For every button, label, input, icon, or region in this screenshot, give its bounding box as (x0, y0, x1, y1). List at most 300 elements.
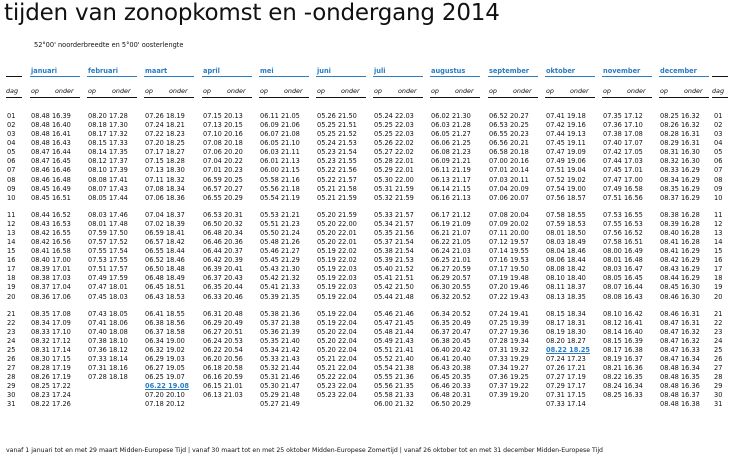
time-cell: 05.58 21.33 (374, 391, 414, 400)
header-rule (373, 97, 423, 98)
day-number: 18 (7, 274, 16, 283)
time-cell: 07.36 18.12 (88, 345, 128, 354)
op-label: op (431, 87, 439, 95)
time-cell: 08.47 16.44 (31, 148, 71, 157)
time-cell: 05.33 21.57 (374, 210, 414, 219)
month-header: januari (31, 67, 58, 75)
time-cell: 05.20 22.04 (317, 345, 357, 354)
time-cell: 07.02 18.39 (145, 219, 185, 228)
time-cell: 07.53 17.55 (88, 256, 128, 265)
day-number: 11 (714, 210, 723, 219)
time-cell: 08.31 17.14 (31, 345, 71, 354)
time-cell: 06.25 19.07 (145, 373, 185, 382)
time-cell: 06.25 21.01 (431, 256, 471, 265)
time-cell: 08.15 16.39 (603, 336, 643, 345)
time-cell: 05.51 21.23 (260, 219, 300, 228)
month-header: december (660, 67, 697, 75)
time-cell: 06.16 20.59 (203, 373, 243, 382)
time-cell: 07.47 18.01 (88, 283, 128, 292)
day-number: 24 (7, 336, 16, 345)
time-cell: 08.40 16.28 (660, 228, 700, 237)
time-cell: 08.48 16.41 (31, 130, 71, 139)
subtitle: 52°00' noorderbreedte en 5°00' oosterlengte (34, 41, 184, 49)
time-cell: 08.08 16.43 (603, 292, 643, 301)
time-cell: 05.29 21.48 (260, 391, 300, 400)
time-cell: 07.45 17.01 (603, 166, 643, 175)
op-label: op (31, 87, 39, 95)
time-cell: 05.56 21.18 (260, 184, 300, 193)
day-number: 25 (7, 345, 16, 354)
time-cell: 07.33 19.29 (489, 355, 529, 363)
time-cell: 07.51 16.56 (603, 193, 643, 202)
op-label: op (88, 87, 96, 95)
time-cell: 07.08 18.34 (145, 184, 185, 193)
time-cell: 08.00 16.49 (603, 247, 643, 256)
day-rule (6, 76, 22, 77)
time-cell: 05.27 22.02 (374, 148, 414, 157)
time-cell: 05.55 21.36 (374, 373, 414, 382)
time-cell: 05.31 21.59 (374, 184, 414, 193)
time-cell: 07.42 17.05 (603, 148, 643, 157)
day-number: 02 (714, 121, 723, 130)
time-cell: 05.38 21.36 (260, 309, 300, 318)
time-cell: 08.37 17.04 (31, 283, 71, 292)
time-cell: 06.09 21.06 (260, 121, 300, 130)
time-cell: 08.46 16.46 (31, 166, 71, 175)
time-cell: 08.48 16.43 (31, 139, 71, 148)
month-rule (87, 76, 137, 77)
day-number: 10 (7, 193, 16, 202)
day-number: 03 (714, 130, 723, 139)
time-cell: 05.46 21.27 (260, 247, 300, 256)
day-number: 29 (7, 382, 16, 391)
time-cell: 07.11 20.00 (489, 228, 529, 237)
time-cell: 07.26 17.21 (546, 364, 586, 373)
time-cell: 08.05 16.45 (603, 274, 643, 283)
time-cell: 06.11 21.19 (431, 166, 471, 175)
day-number: 30 (7, 391, 16, 400)
time-cell: 07.19 19.48 (489, 274, 529, 283)
time-cell: 08.35 16.29 (660, 184, 700, 193)
time-cell: 08.10 16.42 (603, 309, 643, 318)
time-cell: 05.30 21.47 (260, 382, 300, 391)
time-cell: 06.32 20.52 (431, 292, 471, 301)
time-cell: 06.09 21.21 (431, 157, 471, 166)
time-cell: 07.12 19.57 (489, 238, 529, 247)
time-cell: 07.57 17.52 (88, 238, 128, 247)
time-cell: 06.19 21.09 (431, 219, 471, 228)
time-cell: 08.20 17.28 (88, 112, 128, 120)
time-cell: 08.39 17.01 (31, 265, 71, 274)
time-cell: 05.19 22.02 (317, 247, 357, 256)
dag-label: dag (6, 87, 19, 95)
header-rule (144, 97, 194, 98)
op-label: op (546, 87, 554, 95)
time-cell: 07.24 18.21 (145, 121, 185, 130)
day-number: 23 (714, 327, 723, 336)
time-cell: 06.59 18.41 (145, 228, 185, 237)
onder-label: onder (398, 87, 417, 95)
header-rule (202, 97, 252, 98)
time-cell: 06.45 18.51 (145, 283, 185, 292)
time-cell: 07.52 19.02 (546, 175, 586, 184)
time-cell: 05.25 21.51 (317, 121, 357, 130)
time-cell: 06.48 20.34 (203, 228, 243, 237)
time-cell: 07.13 20.15 (203, 121, 243, 130)
time-cell: 07.51 19.04 (546, 166, 586, 175)
time-cell: 05.32 21.44 (260, 364, 300, 373)
time-cell: 08.17 18.31 (546, 318, 586, 327)
day-number: 04 (7, 139, 16, 148)
time-cell: 08.04 18.46 (546, 247, 586, 256)
op-label: op (317, 87, 325, 95)
time-cell: 05.51 21.41 (374, 345, 414, 354)
day-number: 13 (7, 228, 16, 237)
time-cell: 06.58 20.18 (489, 148, 529, 157)
time-cell: 05.50 21.24 (260, 228, 300, 237)
month-header: februari (88, 67, 118, 75)
time-cell: 08.45 16.51 (31, 193, 71, 202)
time-cell: 07.36 19.25 (489, 373, 529, 382)
time-cell: 05.25 21.52 (317, 130, 357, 139)
time-cell: 07.53 16.55 (603, 210, 643, 219)
time-cell: 06.37 18.58 (145, 327, 185, 336)
time-cell: 05.33 21.43 (260, 355, 300, 363)
time-cell: 06.35 20.49 (431, 318, 471, 327)
time-cell: 07.20 19.46 (489, 283, 529, 292)
day-number: 25 (714, 345, 723, 354)
time-cell: 06.48 18.49 (145, 274, 185, 283)
time-cell: 05.40 21.52 (374, 265, 414, 274)
time-cell: 08.46 16.30 (660, 292, 700, 301)
month-rule (30, 76, 80, 77)
op-label: op (603, 87, 611, 95)
time-cell: 07.28 19.34 (489, 336, 529, 345)
day-number: 09 (714, 184, 723, 193)
month-rule (430, 76, 480, 77)
time-cell: 06.52 18.46 (145, 256, 185, 265)
time-cell: 08.48 16.34 (660, 364, 700, 373)
time-cell: 08.11 18.37 (546, 283, 586, 292)
month-header: oktober (546, 67, 576, 75)
time-cell: 05.19 22.03 (317, 274, 357, 283)
time-cell: 07.22 18.23 (145, 130, 185, 139)
time-cell: 08.47 16.33 (660, 345, 700, 354)
time-cell: 05.19 22.04 (317, 309, 357, 318)
time-cell: 05.34 21.57 (374, 219, 414, 228)
time-cell: 08.08 17.41 (88, 175, 128, 184)
time-cell: 08.46 16.31 (660, 309, 700, 318)
time-cell: 05.22 21.56 (317, 166, 357, 175)
onder-label: onder (112, 87, 131, 95)
time-cell: 07.17 18.27 (145, 148, 185, 157)
day-number: 31 (714, 400, 723, 409)
time-cell: 07.33 18.14 (88, 355, 128, 363)
time-cell: 05.21 22.04 (317, 355, 357, 363)
time-cell: 08.17 17.32 (88, 130, 128, 139)
time-cell: 06.41 18.55 (145, 309, 185, 318)
day-number: 05 (714, 148, 723, 157)
day-number: 22 (7, 318, 16, 327)
time-cell: 08.48 16.37 (660, 391, 700, 400)
time-cell: 08.42 16.29 (660, 256, 700, 265)
time-cell: 08.07 17.43 (88, 184, 128, 193)
time-cell: 07.33 17.14 (546, 400, 586, 409)
onder-label: onder (341, 87, 360, 95)
time-cell: 08.48 16.38 (660, 400, 700, 409)
time-cell: 06.50 20.29 (431, 400, 471, 409)
day-number: 27 (714, 364, 723, 373)
time-cell: 08.22 16.35 (603, 373, 643, 382)
time-cell: 05.49 21.43 (374, 336, 414, 345)
time-cell: 06.50 20.32 (203, 219, 243, 228)
day-number: 31 (7, 400, 16, 409)
time-cell: 06.34 19.00 (145, 336, 185, 345)
time-cell: 08.21 16.36 (603, 364, 643, 373)
time-cell: 05.42 21.50 (374, 283, 414, 292)
time-cell: 07.20 20.10 (145, 391, 185, 400)
day-number: 07 (7, 166, 16, 175)
time-cell: 08.41 16.58 (31, 247, 71, 256)
time-cell: 07.29 17.17 (546, 382, 586, 391)
day-number: 15 (714, 247, 723, 256)
time-cell: 08.38 16.28 (660, 210, 700, 219)
day-number: 24 (714, 336, 723, 345)
time-cell: 08.46 16.48 (31, 175, 71, 184)
time-cell: 05.22 22.04 (317, 373, 357, 382)
time-cell: 05.28 22.01 (374, 157, 414, 166)
time-cell: 07.37 19.22 (489, 382, 529, 391)
time-cell: 08.42 16.55 (31, 228, 71, 237)
op-label: op (489, 87, 497, 95)
time-cell: 08.33 16.29 (660, 166, 700, 175)
time-cell: 05.20 22.04 (317, 327, 357, 336)
day-number: 16 (714, 256, 723, 265)
time-cell: 07.24 19.41 (489, 309, 529, 318)
onder-label: onder (513, 87, 532, 95)
time-cell: 05.45 21.29 (260, 256, 300, 265)
time-cell: 07.44 19.13 (546, 130, 586, 139)
day-number: 02 (7, 121, 16, 130)
time-cell: 08.25 16.33 (603, 391, 643, 400)
time-cell: 06.32 19.02 (145, 345, 185, 354)
time-cell: 07.31 19.32 (489, 345, 529, 354)
day-number: 13 (714, 228, 723, 237)
time-cell: 08.45 16.30 (660, 283, 700, 292)
day-number: 21 (714, 309, 723, 318)
month-header: juni (317, 67, 331, 75)
time-cell: 08.17 16.38 (603, 345, 643, 354)
time-cell: 08.07 16.44 (603, 283, 643, 292)
time-cell: 08.41 16.28 (660, 238, 700, 247)
time-cell: 08.48 16.36 (660, 382, 700, 391)
time-cell: 07.55 17.54 (88, 247, 128, 256)
time-cell: 07.22 19.43 (489, 292, 529, 301)
time-cell: 06.31 20.48 (203, 309, 243, 318)
day-number: 20 (7, 292, 16, 301)
time-cell: 08.10 17.39 (88, 166, 128, 175)
time-cell: 05.23 22.04 (317, 382, 357, 391)
time-cell: 05.25 22.03 (374, 121, 414, 130)
time-cell: 06.22 19.08 (145, 382, 190, 391)
time-cell: 07.31 18.16 (88, 364, 128, 373)
time-cell: 06.38 20.45 (431, 336, 471, 345)
time-cell: 05.27 21.49 (260, 400, 300, 409)
time-cell: 08.33 17.10 (31, 327, 71, 336)
time-cell: 05.36 21.39 (260, 327, 300, 336)
time-cell: 07.58 18.55 (546, 210, 586, 219)
time-cell: 08.01 18.50 (546, 228, 586, 237)
time-cell: 05.35 21.56 (374, 228, 414, 237)
time-cell: 05.21 22.04 (317, 364, 357, 373)
day-number: 16 (7, 256, 16, 265)
time-cell: 07.49 19.06 (546, 157, 586, 166)
time-cell: 07.47 17.00 (603, 175, 643, 184)
time-cell: 08.44 16.29 (660, 274, 700, 283)
time-cell: 06.38 18.56 (145, 318, 185, 327)
header-rule (259, 97, 309, 98)
day-number: 18 (714, 274, 723, 283)
time-cell: 08.47 16.32 (660, 327, 700, 336)
day-number: 17 (7, 265, 16, 274)
time-cell: 05.39 21.35 (260, 292, 300, 301)
time-cell: 08.48 16.35 (660, 373, 700, 382)
time-cell: 08.14 17.35 (88, 148, 128, 157)
time-cell: 08.38 17.03 (31, 274, 71, 283)
time-cell: 06.55 20.23 (489, 130, 529, 139)
time-cell: 05.21 21.58 (317, 184, 357, 193)
time-cell: 05.41 21.33 (260, 283, 300, 292)
time-cell: 05.24 21.53 (317, 139, 357, 148)
page-title: tijden van zonopkomst en -ondergang 2014 (4, 0, 500, 26)
time-cell: 07.03 20.11 (489, 175, 529, 184)
time-cell: 06.11 21.05 (260, 112, 300, 120)
month-rule (488, 76, 538, 77)
time-cell: 08.14 16.40 (603, 327, 643, 336)
time-cell: 06.00 21.32 (374, 400, 414, 409)
day-number: 28 (714, 373, 723, 382)
time-cell: 06.35 20.44 (203, 283, 243, 292)
time-cell: 06.22 21.05 (431, 238, 471, 247)
time-cell: 08.47 16.45 (31, 157, 71, 166)
time-cell: 05.30 22.00 (374, 175, 414, 184)
day-number: 12 (714, 219, 723, 228)
time-cell: 08.01 16.48 (603, 256, 643, 265)
time-cell: 08.15 18.34 (546, 309, 586, 318)
time-cell: 07.04 18.37 (145, 210, 185, 219)
day-number: 08 (714, 175, 723, 184)
time-cell: 06.13 21.03 (203, 391, 243, 400)
time-cell: 05.23 21.55 (317, 157, 357, 166)
time-cell: 07.08 20.18 (203, 139, 243, 148)
day-number: 08 (7, 175, 16, 184)
time-cell: 06.17 21.12 (431, 210, 471, 219)
time-cell: 07.44 17.03 (603, 157, 643, 166)
time-cell: 06.05 21.10 (260, 139, 300, 148)
time-cell: 07.10 20.16 (203, 130, 243, 139)
time-cell: 08.41 16.29 (660, 247, 700, 256)
time-cell: 05.47 21.45 (374, 318, 414, 327)
header-rule (488, 97, 538, 98)
op-label: op (660, 87, 668, 95)
header-rule (659, 97, 709, 98)
time-cell: 06.53 20.25 (489, 121, 529, 130)
time-cell: 06.08 21.23 (431, 148, 471, 157)
day-number: 19 (7, 283, 16, 292)
time-cell: 05.23 22.04 (317, 391, 357, 400)
time-cell: 08.48 16.39 (31, 112, 71, 120)
time-cell: 07.56 16.52 (603, 228, 643, 237)
time-cell: 05.19 22.03 (317, 265, 357, 274)
time-cell: 05.58 21.16 (260, 175, 300, 184)
time-cell: 08.35 17.08 (31, 309, 71, 318)
time-cell: 07.11 18.32 (145, 175, 185, 184)
day-number: 26 (714, 355, 723, 363)
time-cell: 08.44 16.52 (31, 210, 71, 219)
day-number: 06 (714, 157, 723, 166)
month-header: mei (260, 67, 274, 75)
time-cell: 06.29 20.49 (203, 318, 243, 327)
day-rule (712, 76, 728, 77)
time-cell: 07.36 17.10 (603, 121, 643, 130)
time-cell: 06.43 18.53 (145, 292, 185, 301)
header-rule (602, 97, 652, 98)
time-cell: 08.15 17.33 (88, 139, 128, 148)
onder-label: onder (169, 87, 188, 95)
onder-label: onder (227, 87, 246, 95)
header-rule (87, 97, 137, 98)
time-cell: 07.01 20.23 (203, 166, 243, 175)
month-header: september (489, 67, 530, 75)
time-cell: 07.06 20.07 (489, 193, 529, 202)
time-cell: 05.37 21.54 (374, 238, 414, 247)
day-number: 04 (714, 139, 723, 148)
day-number: 23 (7, 327, 16, 336)
time-cell: 08.43 16.53 (31, 219, 71, 228)
month-rule (144, 76, 194, 77)
time-cell: 06.37 20.47 (431, 327, 471, 336)
time-cell: 08.40 17.00 (31, 256, 71, 265)
time-cell: 08.43 16.29 (660, 265, 700, 274)
time-cell: 07.40 18.08 (88, 327, 128, 336)
time-cell: 07.27 17.19 (546, 373, 586, 382)
time-cell: 07.17 19.50 (489, 265, 529, 274)
day-number: 15 (7, 247, 16, 256)
time-cell: 05.53 21.21 (260, 210, 300, 219)
time-cell: 07.58 16.51 (603, 238, 643, 247)
time-cell: 06.13 21.17 (431, 175, 471, 184)
time-cell: 05.26 21.50 (317, 112, 357, 120)
time-cell: 08.36 17.06 (31, 292, 71, 301)
time-cell: 06.02 21.30 (431, 112, 471, 120)
time-cell: 07.54 19.00 (546, 184, 586, 193)
time-cell: 06.21 21.07 (431, 228, 471, 237)
time-cell: 07.20 18.25 (145, 139, 185, 148)
time-cell: 05.19 22.04 (317, 318, 357, 327)
time-cell: 05.20 21.59 (317, 210, 357, 219)
time-cell: 07.55 16.53 (603, 219, 643, 228)
time-cell: 05.32 21.59 (374, 193, 414, 202)
day-number: 21 (7, 309, 16, 318)
onder-label: onder (570, 87, 589, 95)
header-rule (316, 97, 366, 98)
time-cell: 07.51 17.57 (88, 265, 128, 274)
time-cell: 06.00 21.15 (260, 166, 300, 175)
time-cell: 08.39 16.28 (660, 219, 700, 228)
header-rule (712, 97, 728, 98)
header-rule (430, 97, 480, 98)
time-cell: 08.03 17.46 (88, 210, 128, 219)
